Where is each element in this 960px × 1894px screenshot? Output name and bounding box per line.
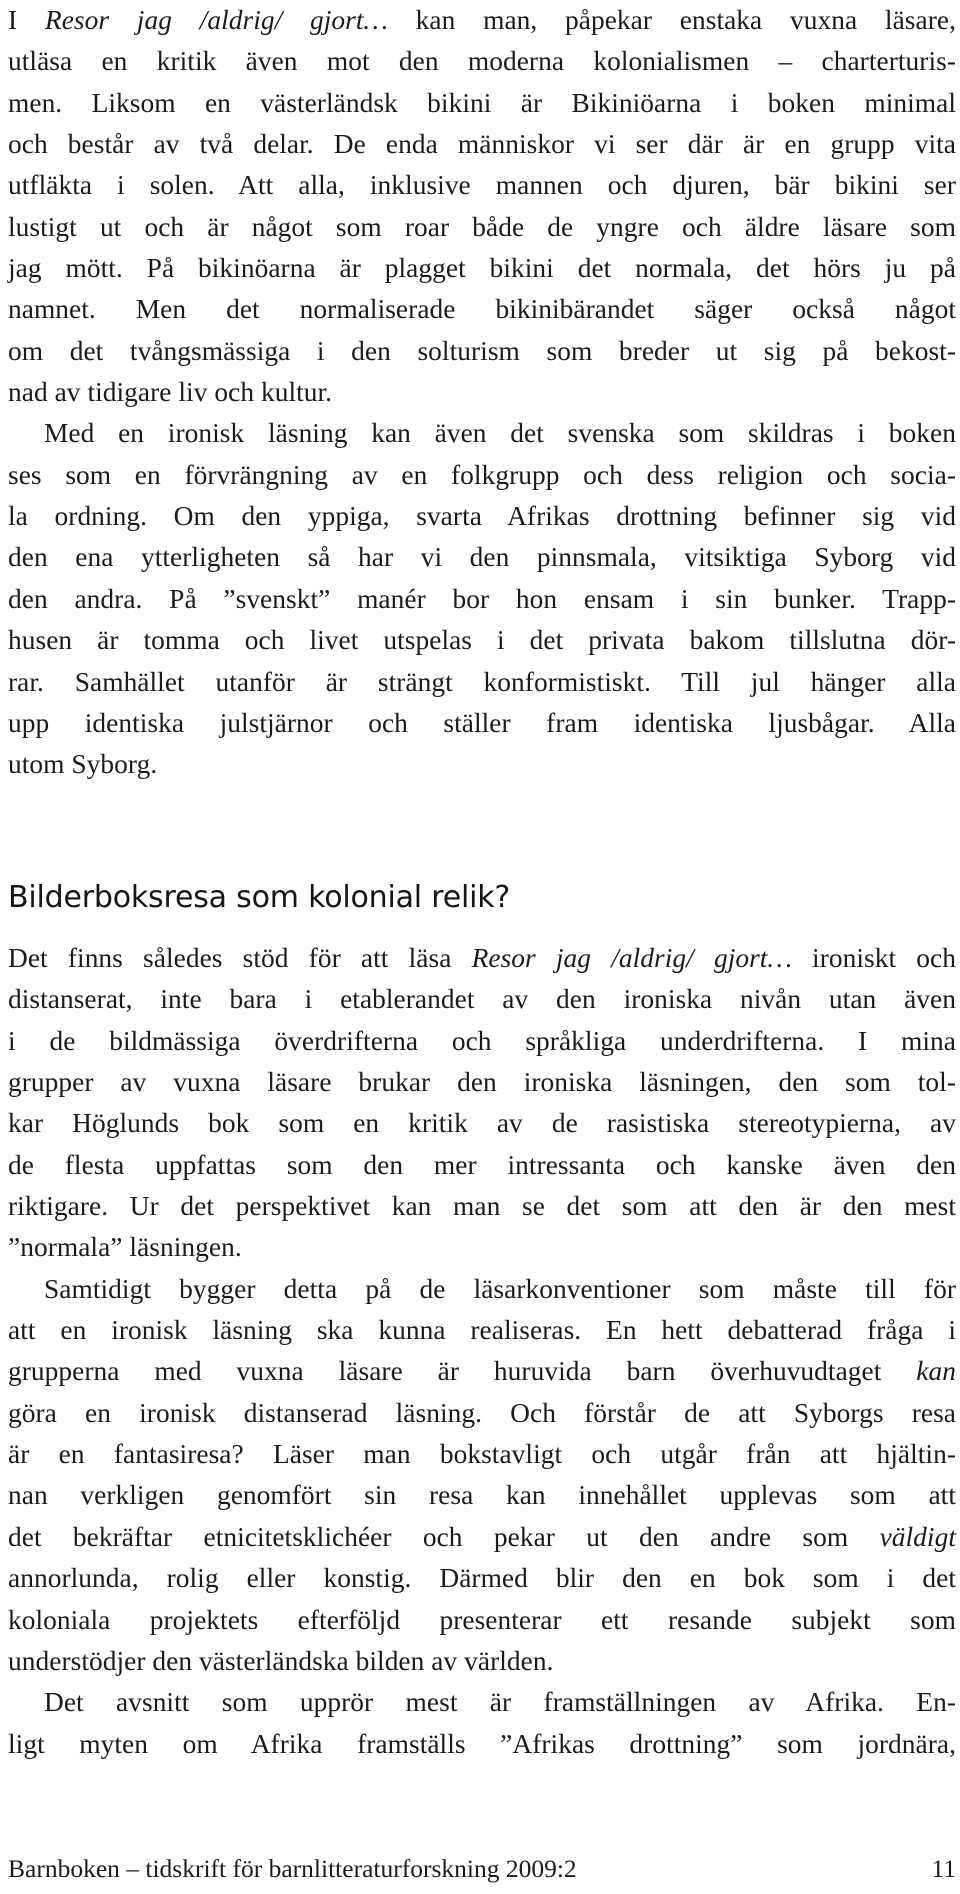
- text-line: [8, 579, 956, 620]
- text-run: kan man, påpekar enstaka vuxna läsare,: [387, 5, 956, 35]
- text-line: [8, 1475, 956, 1516]
- text-line: [8, 124, 956, 165]
- text-line: [8, 662, 956, 703]
- text-line: [8, 496, 956, 537]
- text-run: i de bildmässiga överdrifterna och språkliga underdrifterna. I mina: [8, 1025, 956, 1056]
- text-line: [8, 1393, 956, 1434]
- text-line: [8, 537, 956, 578]
- text-run: riktigare. Ur det perspektivet kan man se det som att den är den mest: [8, 1191, 956, 1222]
- text-run: de flesta uppfattas som den mer intressanta och kanske även den: [8, 1149, 956, 1180]
- text-line: [8, 207, 956, 248]
- text-run: är en fantasiresa? Läser man bokstavligt och utgår från att hjältin-: [8, 1439, 956, 1470]
- text-line: [8, 41, 956, 82]
- text-run: la ordning. Om den yppiga, svarta Afrikas drottning befinner sig vid: [8, 501, 956, 532]
- text-line: [8, 1351, 956, 1392]
- text-line: [8, 1310, 956, 1351]
- text-run: ses som en förvrängning av en folkgrupp och dess religion och socia-: [8, 459, 956, 490]
- text-line: [8, 1103, 956, 1144]
- text-run: nad av tidigare liv och kultur.: [8, 377, 333, 408]
- italic-text-run: Resor jag /aldrig/ gjort…: [471, 943, 792, 973]
- text-line: [8, 1641, 956, 1682]
- text-run: lustigt ut och är något som roar både de yngre och äldre läsare som: [8, 211, 956, 242]
- text-run: ligt myten om Afrika framställs ”Afrikas drottning” som jordnära,: [8, 1728, 956, 1759]
- text-line: [8, 938, 956, 979]
- text-run: grupper av vuxna läsare brukar den ironiska läsningen, den som tol-: [8, 1067, 956, 1098]
- text-run: rar. Samhället utanför är strängt konformistiskt. Till jul hänger alla: [8, 666, 956, 697]
- text-run: distanserat, inte bara i etablerandet av den ironiska nivån utan även: [8, 984, 956, 1015]
- text-line: [8, 1021, 956, 1062]
- journal-title: Barnboken – tidskrift för barnlitteraturforskning 2009:2: [8, 1854, 577, 1883]
- text-run: ”normala” läsningen.: [8, 1232, 242, 1263]
- text-line: [8, 413, 956, 454]
- text-run: kar Höglunds bok som en kritik av de rasistiska stereotypierna, av: [8, 1108, 956, 1139]
- text-line: [8, 248, 956, 289]
- text-line: [8, 1227, 956, 1268]
- text-run: nan verkligen genomfört sin resa kan innehållet upplevas som att: [8, 1480, 956, 1511]
- text-line: [8, 455, 956, 496]
- text-line: [8, 372, 956, 413]
- text-line: [8, 289, 956, 330]
- italic-text-run: Resor jag /aldrig/ gjort…: [44, 5, 388, 35]
- text-line: [8, 1186, 956, 1227]
- text-line: [8, 1600, 956, 1641]
- text-run: namnet. Men det normaliserade bikinibärandet säger också något: [8, 294, 956, 325]
- text-run: jag mött. På bikinöarna är plagget bikini det normala, det hörs ju på: [8, 253, 956, 284]
- text-run: grupperna med vuxna läsare är huruvida barn överhuvudtaget: [8, 1356, 917, 1387]
- text-run: annorlunda, rolig eller konstig. Därmed blir den en bok som i det: [8, 1563, 956, 1594]
- text-run: understödjer den västerländska bilden av världen.: [8, 1645, 554, 1676]
- text-line: [8, 979, 956, 1020]
- text-run: koloniala projektets efterföljd presenterar ett resande subjekt som: [8, 1604, 956, 1635]
- text-line: [8, 331, 956, 372]
- text-line: [8, 1434, 956, 1475]
- text-run: om det tvångsmässiga i den solturism som breder ut sig på bekost-: [8, 335, 956, 366]
- italic-text-run: väldigt: [879, 1521, 956, 1552]
- text-run: I: [8, 5, 45, 35]
- italic-text-run: kan: [916, 1356, 956, 1387]
- text-run: den ena ytterligheten så har vi den pinnsmala, vitsiktiga Syborg vid: [8, 542, 956, 573]
- document-page: [8, 0, 960, 1894]
- text-run: och består av två delar. De enda människor vi ser där är en grupp vita: [8, 129, 956, 160]
- body-text-section-1: [8, 0, 956, 786]
- text-run: Med en ironisk läsning kan även det svenska som skildras i boken: [44, 418, 956, 449]
- text-line: [8, 0, 956, 41]
- text-run: Det avsnitt som upprör mest är framställningen av Afrika. En-: [44, 1687, 956, 1718]
- text-run: det bekräftar etnicitetsklichéer och pekar ut den andre som: [8, 1521, 880, 1552]
- text-run: utläsa en kritik även mot den moderna kolonialismen – charterturis-: [8, 46, 956, 77]
- text-line: [8, 1682, 956, 1723]
- text-run: göra en ironisk distanserad läsning. Och förstår de att Syborgs resa: [8, 1397, 956, 1428]
- text-run: men. Liksom en västerländsk bikini är Bikiniöarna i boken minimal: [8, 87, 956, 118]
- text-run: den andra. På ”svenskt” manér bor hon ensam i sin bunker. Trapp-: [8, 583, 956, 614]
- text-run: ironiskt och: [791, 943, 957, 973]
- text-line: [8, 1062, 956, 1103]
- text-line: [8, 1145, 956, 1186]
- text-line: [8, 1558, 956, 1599]
- text-line: [8, 1724, 956, 1765]
- text-run: husen är tomma och livet utspelas i det privata bakom tillslutna dör-: [8, 625, 956, 656]
- text-run: att en ironisk läsning ska kunna realiseras. En hett debatterad fråga i: [8, 1315, 956, 1346]
- page-number: 11: [931, 1854, 956, 1883]
- text-line: [8, 1517, 956, 1558]
- body-text-section-2: [8, 938, 956, 1765]
- text-line: [8, 703, 956, 744]
- text-line: [8, 744, 956, 785]
- text-line: [8, 620, 956, 661]
- text-run: Det finns således stöd för att läsa: [8, 943, 472, 973]
- text-run: Samtidigt bygger detta på de läsarkonventioner som måste till för: [44, 1273, 956, 1304]
- text-line: [8, 1269, 956, 1310]
- text-line: [8, 83, 956, 124]
- text-run: utom Syborg.: [8, 749, 158, 780]
- text-run: upp identiska julstjärnor och ställer fram identiska ljusbågar. Alla: [8, 707, 956, 738]
- text-run: utfläkta i solen. Att alla, inklusive mannen och djuren, bär bikini ser: [8, 170, 956, 201]
- text-line: [8, 165, 956, 206]
- section-heading: Bilderboksresa som kolonial relik?: [8, 879, 511, 915]
